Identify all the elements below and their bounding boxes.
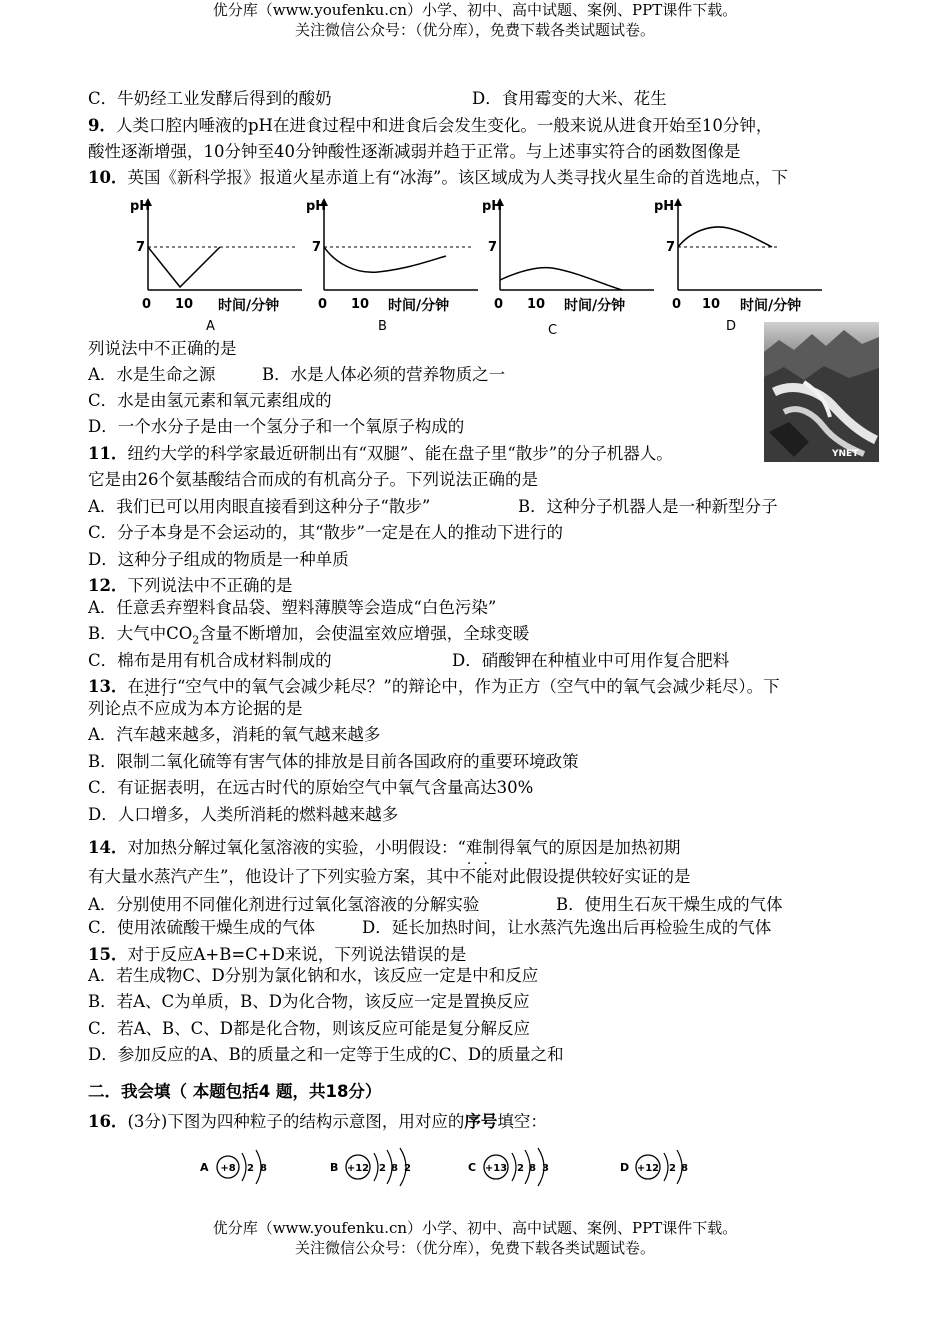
page-header-line2: 关注微信公众号：（优分库），免费下载各类试题试卷。 — [294, 21, 655, 39]
ph-a-x0: 0 — [142, 297, 152, 312]
ph-a-ylabel: pH — [130, 199, 151, 214]
q10-line2: 列说法中不正确的是 — [88, 339, 237, 358]
atom-d-nucleus: +12 — [636, 1163, 660, 1174]
atom-b-label: B — [330, 1161, 339, 1174]
ph-d-xlabel: 时间/分钟 — [740, 298, 802, 314]
atom-diagram-a — [200, 1140, 320, 1199]
q14-number: 14． — [88, 838, 128, 857]
atom-a-svg — [200, 1140, 320, 1195]
q12-option-b — [88, 623, 529, 651]
q13-text-2b: 成为本方论据的是 — [170, 699, 303, 718]
atom-c-shell-1: 2 — [517, 1163, 524, 1174]
ph-b-x10: 10 — [351, 297, 370, 312]
q11-text-1: 纽约大学的科学家最近研制出有“双腿”、能在盘子里“散步”的分子机器人。 — [127, 444, 673, 463]
q16-number: 16． — [88, 1112, 128, 1131]
ph-c-ytick: 7 — [488, 240, 498, 255]
q14-line1 — [88, 837, 680, 859]
q13-option-b: B．限制二氧化硫等有害气体的排放是目前各国政府的重要环境政策 — [88, 752, 579, 771]
q11-option-d: D．这种分子组成的物质是一种单质 — [88, 550, 349, 569]
ph-a-x10: 10 — [175, 297, 194, 312]
atom-d-shell-1: 2 — [669, 1163, 676, 1174]
atom-c-label: C — [468, 1161, 477, 1174]
q10-option-c: C．水是由氢元素和氧元素组成的 — [88, 391, 332, 410]
q12-stem — [88, 575, 292, 597]
ph-c-xlabel: 时间/分钟 — [564, 298, 626, 314]
q16-text-pre: (3分)下图为四种粒子的结构示意图，用对应的 — [127, 1112, 465, 1131]
q11-option-c: C．分子本身是不会运动的，其“散步”一定是在人的推动下进行的 — [88, 523, 563, 542]
q14-emph-2: 能 — [475, 867, 493, 886]
section-2-title: 二．我会填（ 本题包括4 题，共18分） — [88, 1082, 382, 1101]
q15-option-c: C．若A、B、C、D都是化合物，则该反应可能是复分解反应 — [88, 1019, 531, 1038]
q10-text-1: 英国《新科学报》报道火星赤道上有“冰海”。该区域成为人类寻找火星生命的首选地点，下 — [127, 168, 788, 187]
q12-option-b-pre: B．大气中CO — [88, 624, 193, 643]
mars-ice-photo — [764, 322, 879, 466]
q9-number: 9． — [88, 116, 116, 135]
q14-option-d: D．延长加热时间，让水蒸汽先逸出后再检验生成的气体 — [362, 918, 772, 937]
q13-line1 — [88, 676, 780, 698]
q14-option-c: C．使用浓硫酸干燥生成的气体 — [88, 918, 316, 937]
q9-text-1: 人类口腔内唾液的pH在进食过程中和进食后会发生变化。一般来说从进食开始至10分钟， — [115, 116, 773, 135]
atom-a-shell-1: 2 — [247, 1163, 254, 1174]
q14-emph-1: 不 — [459, 867, 476, 886]
atom-b-shell-1: 2 — [379, 1163, 386, 1174]
q12-number: 12． — [88, 576, 128, 595]
q12-text: 下列说法中不正确的是 — [127, 576, 293, 595]
q11-number: 11． — [88, 444, 128, 463]
ph-a-panel: A — [206, 319, 215, 334]
ph-d-ytick: 7 — [666, 240, 676, 255]
ph-c-ylabel: pH — [482, 199, 503, 214]
atom-diagram-b — [330, 1140, 450, 1199]
q15-text: 对于反应A+B=C+D来说，下列说法错误的是 — [127, 945, 467, 964]
q14-option-b: B．使用生石灰干燥生成的气体 — [556, 895, 783, 914]
photo-watermark: YNET — [832, 449, 859, 459]
ph-b-ytick: 7 — [312, 240, 322, 255]
ph-d-curve — [678, 227, 772, 247]
q14-line2 — [88, 866, 690, 888]
atom-b-shell-3: 2 — [404, 1163, 411, 1174]
ph-b-panel: B — [378, 319, 387, 334]
ph-b-xlabel: 时间/分钟 — [388, 298, 450, 314]
q14-option-a: A．分别使用不同催化剂进行过氧化氢溶液的分解实验 — [88, 895, 480, 914]
q10-number: 10． — [88, 168, 128, 187]
atom-c-svg — [468, 1140, 588, 1195]
q8-option-d: D．食用霉变的大米、花生 — [472, 89, 667, 108]
q14-text-1: 对加热分解过氧化氢溶液的实验，小明假设：“难制得氧气的原因是加热初期 — [127, 838, 681, 857]
ph-a-xlabel: 时间/分钟 — [218, 298, 280, 314]
q13-option-d: D．人口增多，人类所消耗的燃料越来越多 — [88, 805, 399, 824]
page-footer-line2: 关注微信公众号：（优分库），免费下载各类试题试卷。 — [294, 1239, 655, 1257]
q10-option-a: A．水是生命之源 — [88, 365, 216, 384]
q10-option-b: B．水是人体必须的营养物质之一 — [262, 365, 506, 384]
q13-text-1: 在进行“空气中的氧气会减少耗尽？”的辩论中，作为正方（空气中的氧气会减少耗尽）。下 — [127, 677, 780, 696]
q9-line2: 酸性逐渐增强，10分钟至40分钟酸性逐渐减弱并趋于正常。与上述事实符合的函数图像是 — [88, 142, 741, 161]
q13-number: 13． — [88, 677, 128, 696]
q14-text-2a: 有大量水蒸汽产生”，他设计了下列实验方案，其中 — [88, 867, 460, 886]
q13-line2 — [88, 698, 303, 720]
ph-b-ylabel: pH — [306, 199, 327, 214]
page-footer-line1: 优分库（www.youfenku.cn）小学、初中、高中试题、案例、PPT课件下载。 — [212, 1219, 738, 1237]
atom-diagram-c — [468, 1140, 588, 1199]
q11-line1 — [88, 443, 673, 465]
q10-line1 — [88, 167, 788, 189]
q11-line2: 它是由26个氨基酸结合而成的有机高分子。下列说法正确的是 — [88, 470, 538, 489]
ph-graph-c — [472, 192, 662, 346]
mars-ice-photo-svg — [764, 322, 879, 462]
ph-graph-b — [296, 192, 486, 346]
ph-graph-d-svg — [650, 192, 830, 342]
ph-d-panel: D — [726, 319, 737, 334]
q11-option-b: B．这种分子机器人是一种新型分子 — [518, 497, 778, 516]
atom-a-shell-2: 8 — [260, 1163, 267, 1174]
q12-option-b-sub: 2 — [192, 633, 200, 647]
ph-graph-b-svg — [296, 192, 486, 342]
ph-c-panel: C — [548, 323, 558, 338]
atom-d-label: D — [620, 1161, 630, 1174]
atom-c-shell-2: 8 — [529, 1163, 536, 1174]
atom-a-label: A — [200, 1161, 209, 1174]
q16-text-bold: 序号 — [464, 1112, 498, 1131]
q15-option-b: B．若A、C为单质，B、D为化合物，该反应一定是置换反应 — [88, 992, 530, 1011]
q14-text-2b: 对此假设提供较好实证的是 — [492, 867, 691, 886]
q12-option-b-post: 含量不断增加，会使温室效应增强，全球变暖 — [199, 624, 530, 643]
ph-graph-a — [120, 192, 310, 346]
q16-text-post: 填空： — [497, 1112, 547, 1131]
ph-c-curve — [500, 268, 622, 290]
ph-graph-c-svg — [472, 192, 662, 342]
q12-option-c: C．棉布是用有机合成材料制成的 — [88, 651, 332, 670]
ph-b-curve — [324, 247, 446, 272]
q11-option-a: A．我们已可以用肉眼直接看到这种分子“散步” — [88, 497, 431, 516]
q13-emph-2: 应 — [154, 699, 171, 718]
q13-text-2a: 列论点 — [88, 699, 138, 718]
q15-stem — [88, 944, 466, 966]
ph-d-ylabel: pH — [654, 199, 675, 214]
q15-option-a: A．若生成物C、D分别为氯化钠和水，该反应一定是中和反应 — [88, 966, 539, 985]
atom-b-shell-2: 8 — [391, 1163, 398, 1174]
q15-option-d: D．参加反应的A、B的质量之和一定等于生成的C、D的质量之和 — [88, 1045, 564, 1064]
ph-graph-a-svg — [120, 192, 310, 342]
atom-d-shell-2: 8 — [681, 1163, 688, 1174]
atom-c-shell-3: 3 — [542, 1163, 549, 1174]
ph-d-x0: 0 — [672, 297, 682, 312]
page-header-line1: 优分库（www.youfenku.cn）小学、初中、高中试题、案例、PPT课件下载。 — [212, 1, 738, 19]
ph-a-curve — [148, 247, 220, 287]
atom-a-nucleus: +8 — [220, 1163, 236, 1174]
q10-option-d: D．一个水分子是由一个氢分子和一个氧原子构成的 — [88, 417, 465, 436]
q16-stem — [88, 1111, 547, 1133]
ph-d-x10: 10 — [702, 297, 721, 312]
ph-b-x0: 0 — [318, 297, 328, 312]
q13-emph-1: 不 — [137, 699, 154, 718]
q9-line1 — [88, 115, 772, 137]
ph-c-x10: 10 — [527, 297, 546, 312]
ph-c-x0: 0 — [494, 297, 504, 312]
atom-b-nucleus: +12 — [346, 1163, 370, 1174]
q15-number: 15． — [88, 945, 128, 964]
q12-option-d: D．硝酸钾在种植业中可用作复合肥料 — [452, 651, 730, 670]
ph-a-ytick: 7 — [136, 240, 146, 255]
atom-c-nucleus: +13 — [484, 1163, 508, 1174]
q13-option-a: A．汽车越来越多，消耗的氧气越来越多 — [88, 725, 381, 744]
q12-option-a: A．任意丢弃塑料食品袋、塑料薄膜等会造成“白色污染” — [88, 598, 497, 617]
atom-d-svg — [620, 1140, 740, 1195]
atom-diagram-d — [620, 1140, 740, 1199]
atom-b-svg — [330, 1140, 450, 1195]
q8-option-c: C．牛奶经工业发酵后得到的酸奶 — [88, 89, 332, 108]
q13-option-c: C．有证据表明，在远古时代的原始空气中氧气含量高达30% — [88, 778, 534, 797]
